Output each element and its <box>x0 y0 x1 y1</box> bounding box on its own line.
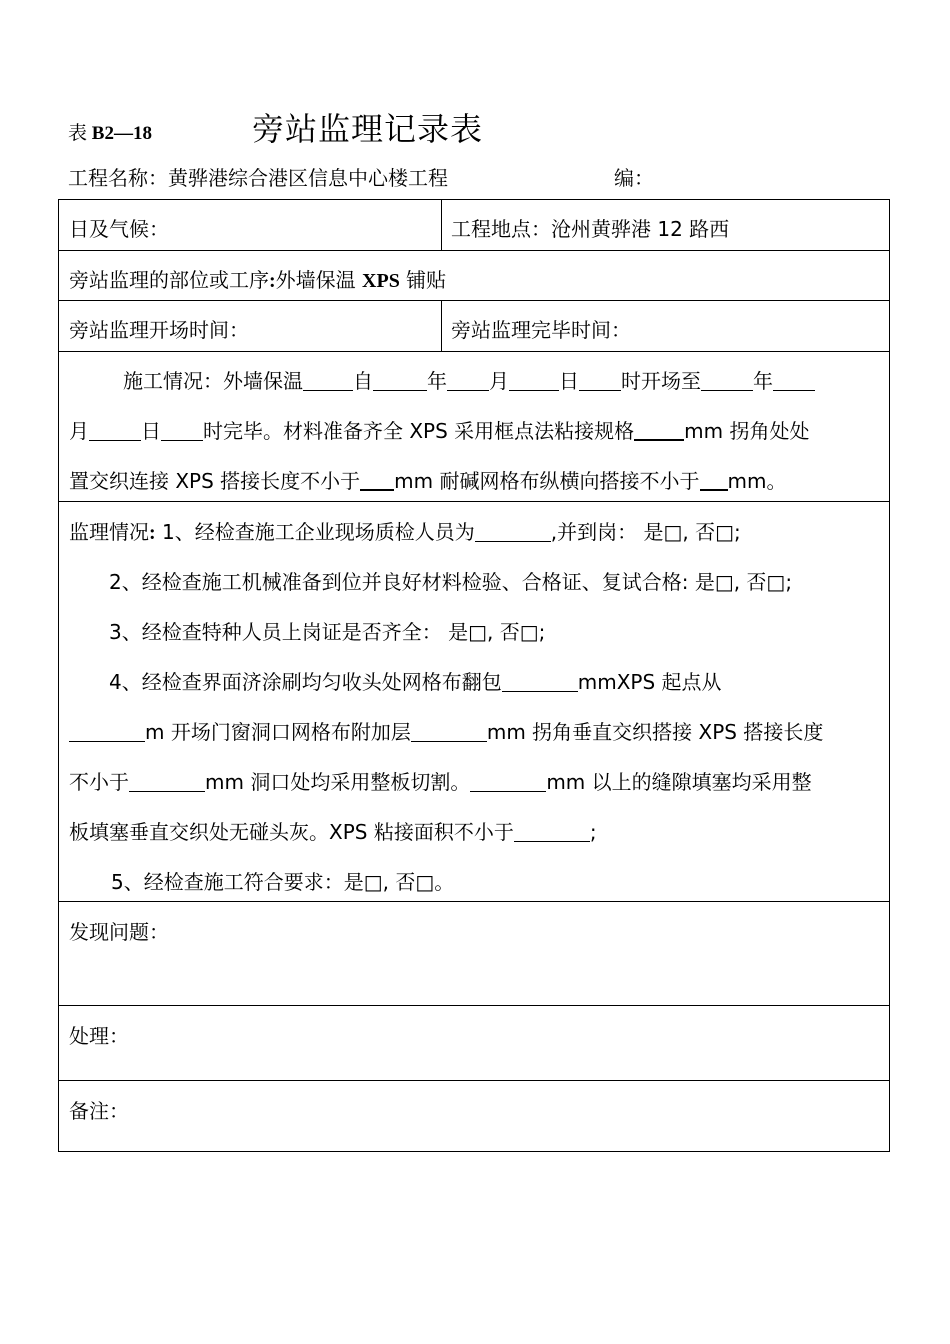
construction-line-2 <box>69 415 810 444</box>
project-name: 工程名称：黄骅港综合港区信息中心楼工程 <box>68 166 448 190</box>
supervision-text: 板填塞垂直交织处无碰头灰。XPS 粘接面积不小于 <box>69 820 514 844</box>
blank-line <box>579 370 621 391</box>
end-time-label: 旁站监理完毕时间： <box>451 318 631 342</box>
number-label: 编： <box>614 166 654 190</box>
construction-text: 时开场至 <box>621 369 701 393</box>
row-handling <box>59 1006 889 1081</box>
blank-line <box>303 370 353 391</box>
supervision-text: mm 洞口处均采用整板切割。 <box>205 770 471 794</box>
part-colon: : <box>269 270 276 292</box>
construction-line-3 <box>69 465 786 494</box>
blank-line <box>69 721 145 742</box>
location-field: 工程地点：沧州黄骅港 12 路西 <box>451 217 730 241</box>
supervision-item-4-line-2 <box>69 716 823 745</box>
construction-text: 施工情况：外墙保温 <box>123 369 303 393</box>
construction-text: 月 <box>489 369 509 393</box>
row-remarks <box>59 1081 889 1151</box>
construction-line-1 <box>123 365 815 394</box>
row-weather-location <box>59 200 889 251</box>
supervision-item-4-line-3 <box>69 766 812 795</box>
problems-label: 发现问题： <box>69 920 169 944</box>
blank-line <box>129 771 205 792</box>
table-prefix: 表 <box>68 123 88 144</box>
supervision-item-4-line-1 <box>109 666 722 695</box>
construction-text: mm。 <box>727 469 787 493</box>
supervision-text: 4、经检查界面济涂刷均匀收头处网格布翻包 <box>109 670 502 694</box>
blank-line <box>411 721 487 742</box>
construction-text: 年 <box>753 369 773 393</box>
page-title: 旁站监理记录表 <box>252 110 484 148</box>
start-time-label: 旁站监理开场时间： <box>69 318 249 342</box>
blank-line <box>447 370 489 391</box>
supervision-text: ; <box>589 820 597 844</box>
supervision-item-4-line-4 <box>69 816 597 845</box>
construction-text: mm 拐角处处 <box>684 419 810 443</box>
supervision-text: m 开场门窗洞口网格布附加层 <box>145 720 411 744</box>
blank-line <box>634 419 684 441</box>
blank-line <box>502 671 578 692</box>
blank-line <box>700 469 728 491</box>
supervision-item-2: 2、经检查施工机械准备到位并良好材料检验、合格证、复试合格: 是□, 否□; <box>109 570 793 594</box>
construction-text: mm 耐碱网格布纵横向搭接不小于 <box>394 469 700 493</box>
row-construction <box>59 352 889 502</box>
construction-text: 月 <box>69 419 89 443</box>
row-times <box>59 301 889 352</box>
blank-line <box>360 469 394 491</box>
blank-line <box>509 370 559 391</box>
supervision-colon: : <box>149 522 156 544</box>
handling-label: 处理： <box>69 1024 129 1048</box>
part-label: 旁站监理的部位或工序 <box>69 268 269 292</box>
record-form <box>58 199 890 1152</box>
construction-text: 自 <box>353 369 373 393</box>
construction-text: 置交织连接 XPS 搭接长度不小于 <box>69 469 361 493</box>
blank-line <box>89 420 141 441</box>
blank-line <box>373 370 427 391</box>
supervision-text: mmXPS 起点从 <box>577 670 722 694</box>
part-value-c: 铺贴 <box>399 268 447 292</box>
row-part <box>59 251 889 301</box>
supervision-text: mm 拐角垂直交织搭接 XPS 搭接长度 <box>486 720 824 744</box>
weather-label: 日及气候： <box>69 217 169 241</box>
construction-text: 日 <box>559 369 579 393</box>
part-field <box>69 264 446 293</box>
part-value-a: 外墙保温 <box>275 268 363 292</box>
remarks-label: 备注： <box>69 1099 129 1123</box>
part-value-b: XPS <box>362 270 400 292</box>
blank-line <box>773 370 815 391</box>
supervision-text: 不小于 <box>69 770 129 794</box>
construction-text: 年 <box>427 369 447 393</box>
supervision-label: 监理情况 <box>69 520 149 544</box>
table-code <box>68 118 152 145</box>
row-supervision <box>59 502 889 902</box>
supervision-text: 1、经检查施工企业现场质检人员为 <box>155 520 475 544</box>
supervision-item-3: 3、经检查特种人员上岗证是否齐全： 是□, 否□; <box>109 620 546 644</box>
row-problems <box>59 902 889 1006</box>
blank-line <box>701 370 753 391</box>
blank-line <box>470 771 546 792</box>
blank-line <box>475 521 551 542</box>
supervision-text: mm 以上的缝隙填塞均采用整 <box>546 770 812 794</box>
column-divider <box>441 301 442 351</box>
construction-text: 日 <box>141 419 161 443</box>
supervision-text: ,并到岗： 是□, 否□; <box>550 520 741 544</box>
supervision-item-1 <box>69 516 741 545</box>
column-divider <box>441 200 442 250</box>
table-code-value: B2—18 <box>91 123 152 144</box>
supervision-item-5: 5、经检查施工符合要求：是□, 否□。 <box>111 870 455 894</box>
blank-line <box>514 821 590 842</box>
construction-text: 时完毕。材料准备齐全 XPS 采用框点法粘接规格 <box>203 419 635 443</box>
blank-line <box>161 420 203 441</box>
